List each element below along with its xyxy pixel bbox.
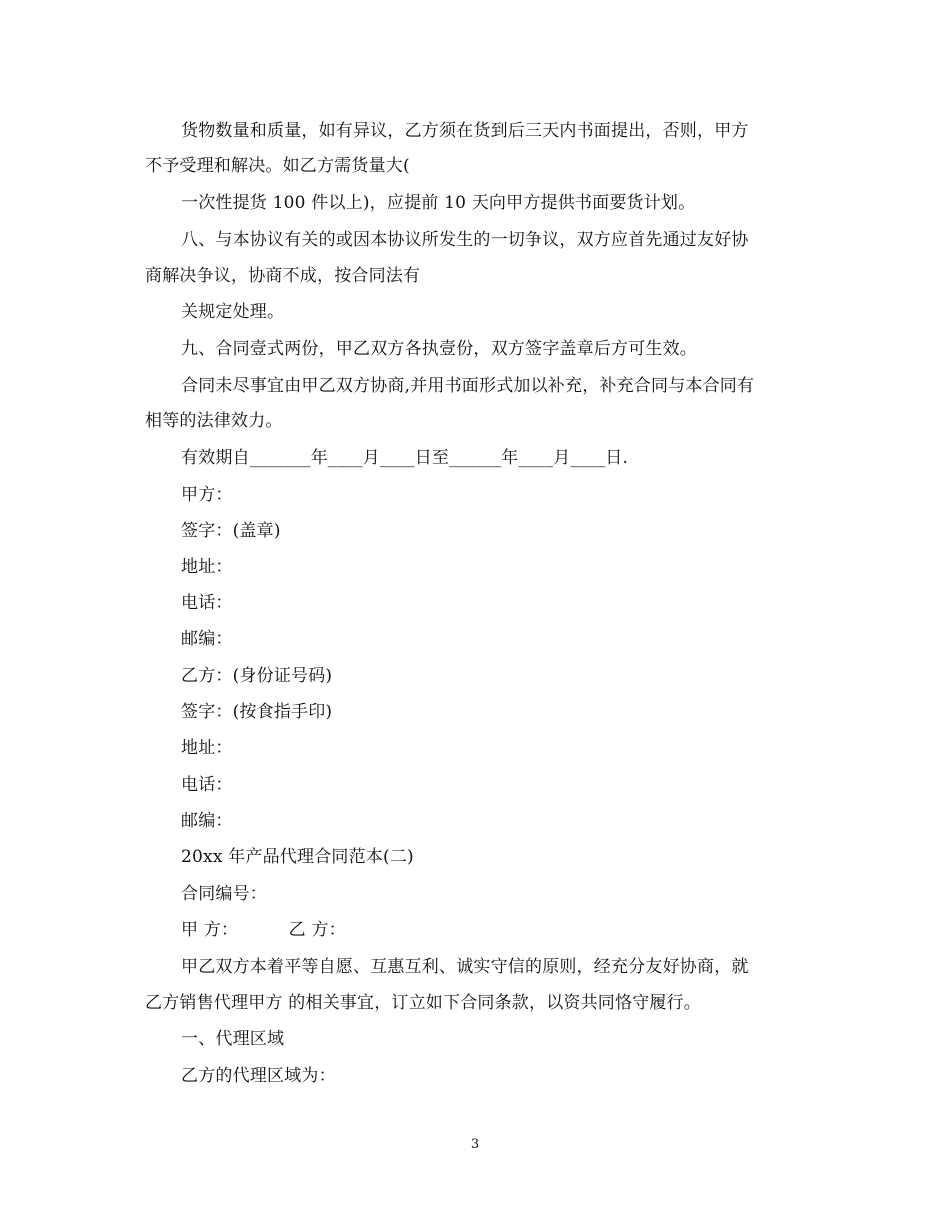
page-number: 3 bbox=[470, 1137, 480, 1152]
text-line: 乙方销售代理甲方 的相关事宜，订立如下合同条款，以资共同恪守履行。 bbox=[145, 993, 702, 1013]
text-line: 相等的法律效力。 bbox=[145, 411, 283, 431]
party-a-postcode: 邮编： bbox=[181, 629, 233, 649]
party-b-signature: 签字：(按食指手印) bbox=[181, 702, 333, 722]
text-line: 货物数量和质量，如有异议，乙方须在货到后三天内书面提出，否则，甲方 bbox=[181, 121, 749, 141]
clause-heading: 一、代理区域 bbox=[181, 1029, 285, 1049]
text-line: 八、与本协议有关的或因本协议所发生的一切争议，双方应首先通过友好协 bbox=[181, 230, 749, 250]
party-b-address: 地址： bbox=[181, 738, 233, 758]
text-line: 九、合同壹式两份，甲乙双方各执壹份，双方签字盖章后方可生效。 bbox=[181, 339, 697, 359]
party-b-label: 乙方：(身份证号码) bbox=[181, 666, 333, 686]
parties-line: 甲 方： 乙 方： bbox=[181, 920, 346, 940]
text-line: 甲乙双方本着平等自愿、互惠互利、诚实守信的原则，经充分友好协商，就 bbox=[181, 957, 749, 977]
text-line: 不予受理和解决。如乙方需货量大( bbox=[145, 156, 410, 176]
text-line: 一次性提货 100 件以上)，应提前 10 天向甲方提供书面要货计划。 bbox=[181, 193, 696, 213]
text-line: 合同未尽事宜由甲乙双方协商,并用书面形式加以补充，补充合同与本合同有 bbox=[181, 376, 755, 396]
party-a-phone: 电话： bbox=[181, 593, 233, 613]
section-title: 20xx 年产品代理合同范本(二) bbox=[181, 847, 414, 867]
contract-number: 合同编号： bbox=[181, 884, 267, 904]
party-a-address: 地址： bbox=[181, 557, 233, 577]
text-line: 商解决争议，协商不成，按合同法有 bbox=[145, 266, 421, 286]
validity-period-line: 有效期自_______年____月____日至______年____月____日. bbox=[181, 448, 629, 468]
party-b-phone: 电话： bbox=[181, 775, 233, 795]
party-a-signature: 签字：(盖章) bbox=[181, 521, 281, 541]
party-a-label: 甲方： bbox=[181, 485, 233, 505]
text-line: 关规定处理。 bbox=[181, 302, 285, 322]
text-line: 乙方的代理区域为： bbox=[181, 1066, 336, 1086]
party-b-postcode: 邮编： bbox=[181, 811, 233, 831]
